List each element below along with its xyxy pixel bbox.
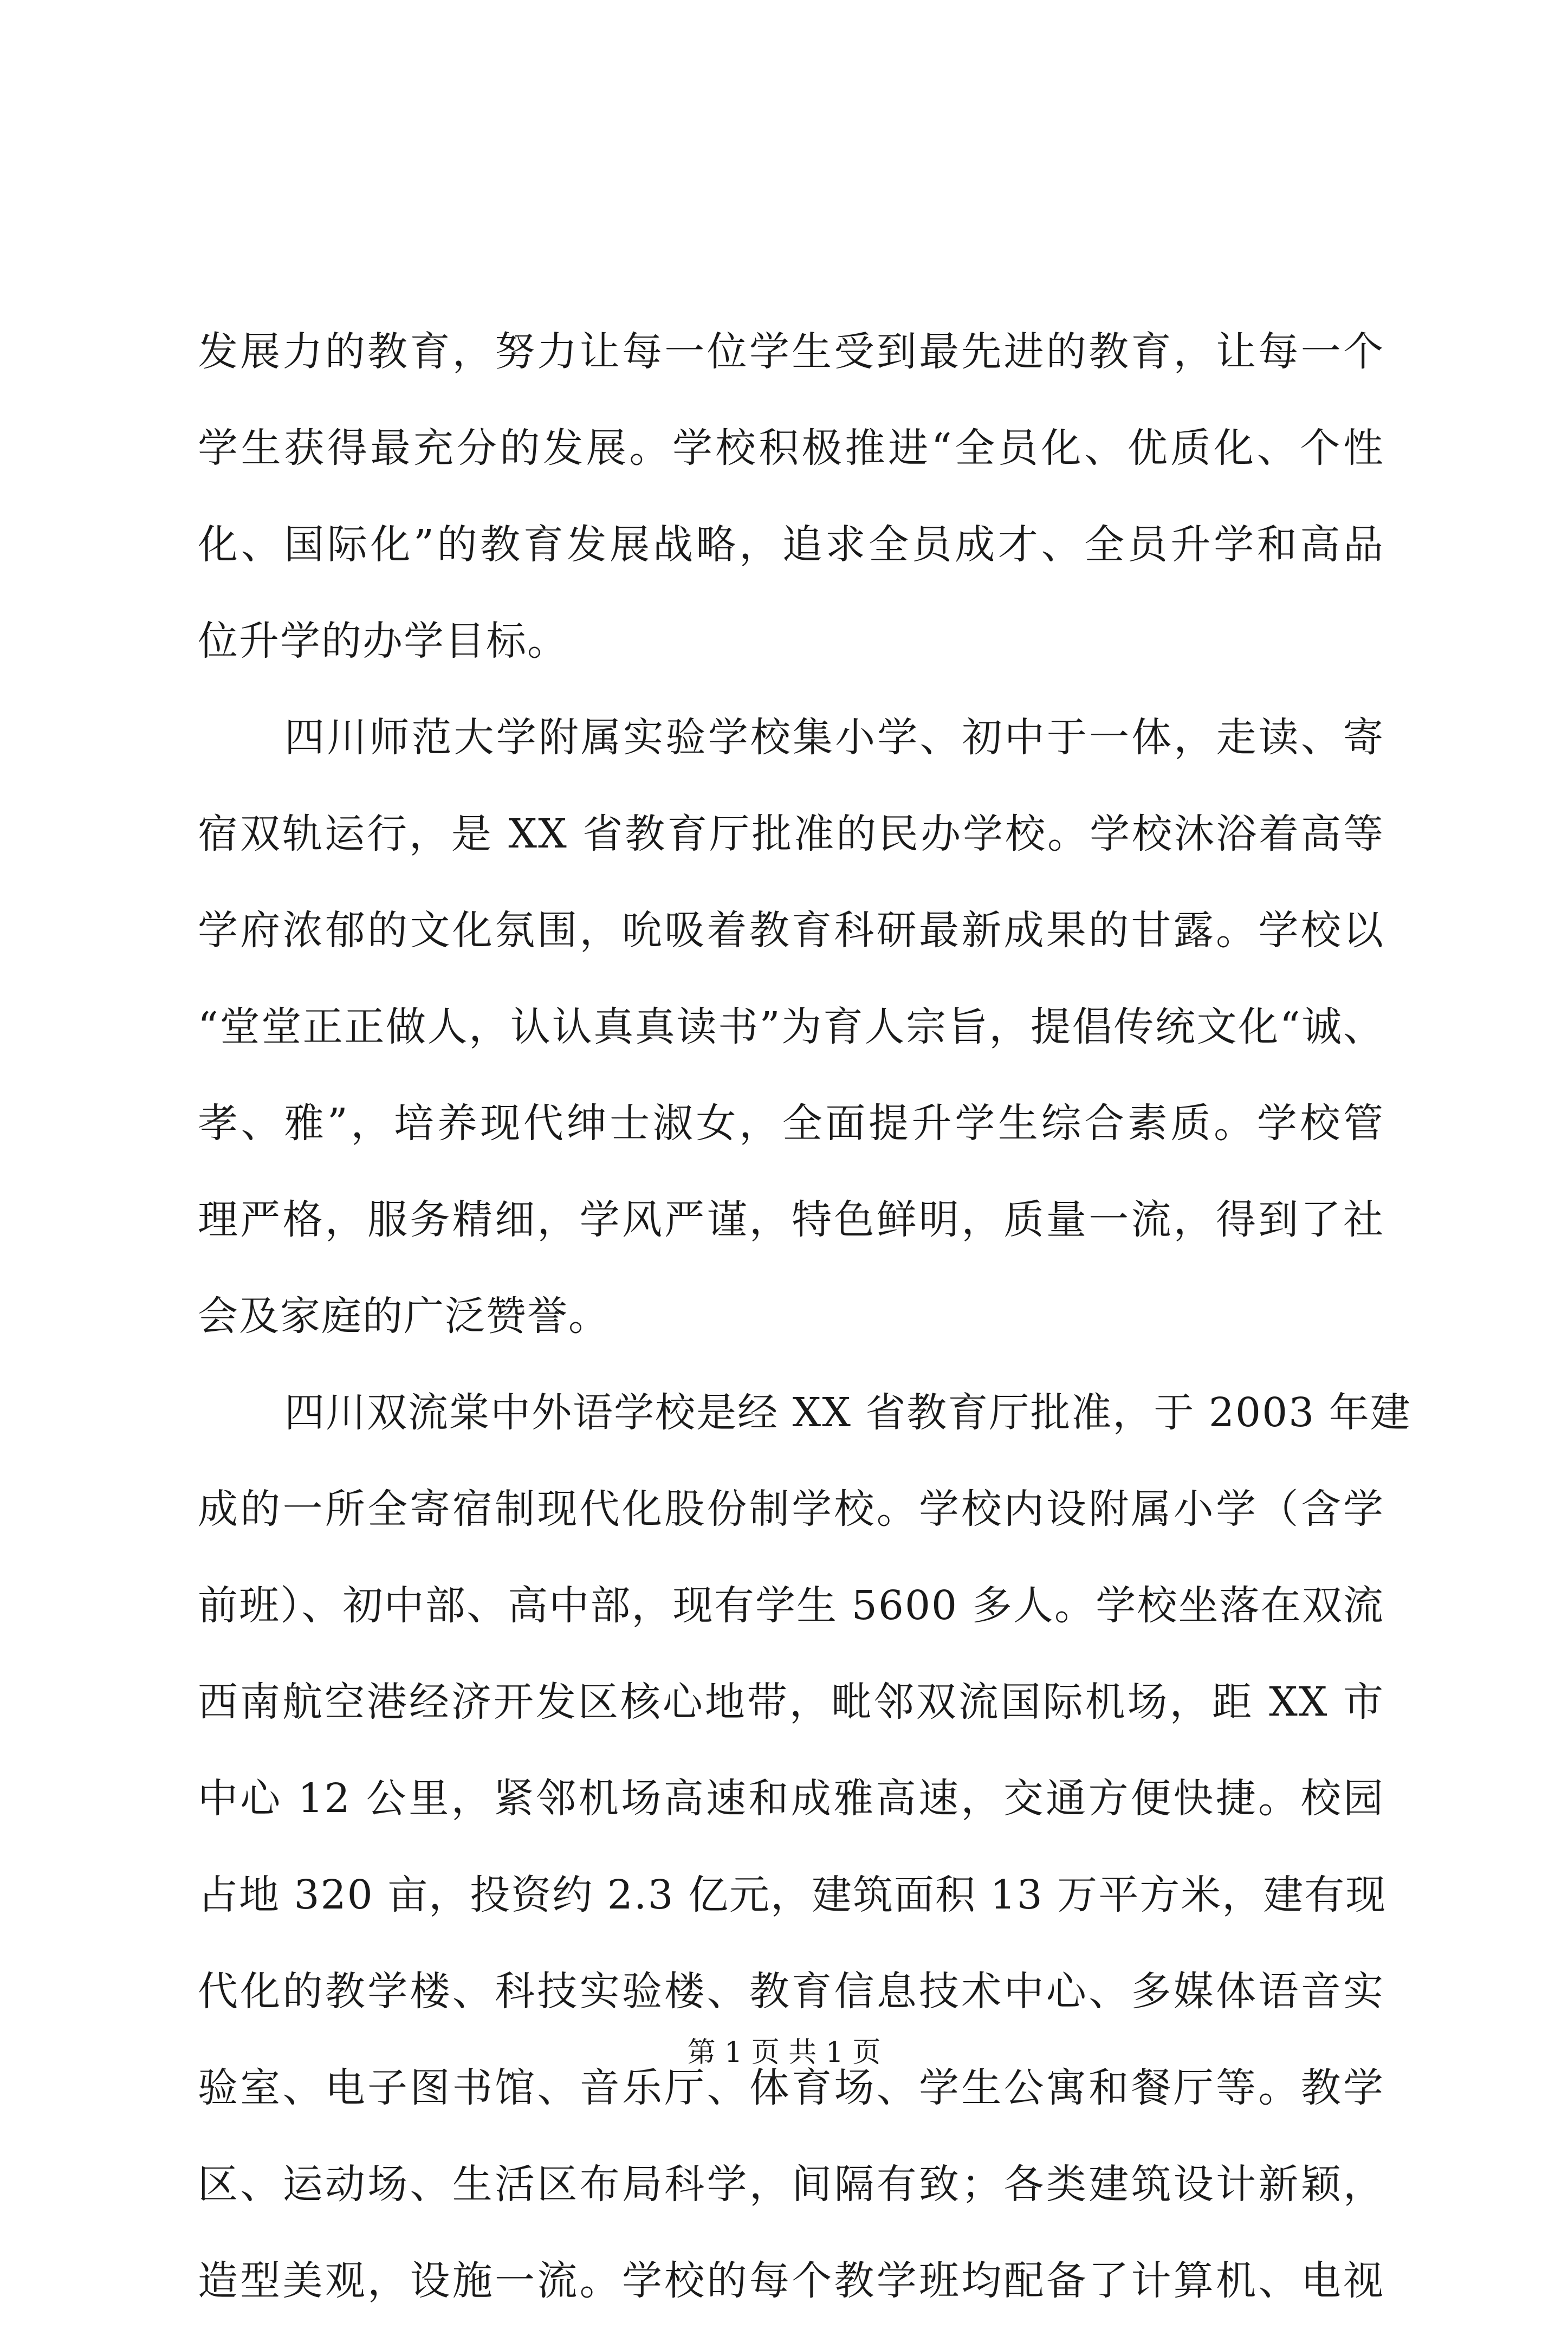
text-line: 占地 320 亩，投资约 2.3 亿元，建筑面积 13 万平方米，建有现 [198, 1872, 1387, 1918]
text-line: 四川师范大学附属实验学校集小学、初中于一体，走读、寄 [284, 714, 1384, 761]
page-footer: 第 1 页 共 1 页 [687, 2036, 881, 2069]
text-line: 理严格，服务精细，学风严谨，特色鲜明，质量一流，得到了社 [198, 1196, 1384, 1243]
text-line: 化、国际化”的教育发展战略，追求全员成才、全员升学和高品 [198, 521, 1384, 568]
text-line: 宿双轨运行，是 XX 省教育厅批准的民办学校。学校沐浴着高等 [198, 811, 1384, 857]
text-line: 会及家庭的广泛赞誉。 [198, 1293, 610, 1340]
document-body [198, 303, 1411, 2329]
text-line: 发展力的教育，努力让每一位学生受到最先进的教育，让每一个 [198, 328, 1384, 375]
text-line: 造型美观，设施一流。学校的每个教学班均配备了计算机、电视 [198, 2257, 1384, 2304]
text-line: 学生获得最充分的发展。学校积极推进“全员化、优质化、个性 [198, 425, 1384, 471]
text-line: 西南航空港经济开发区核心地带，毗邻双流国际机场，距 XX 市 [198, 1679, 1384, 1725]
text-line: 成的一所全寄宿制现代化股份制学校。学校内设附属小学（含学 [198, 1486, 1384, 1532]
text-line: 孝、雅”，培养现代绅士淑女，全面提升学生综合素质。学校管 [198, 1100, 1384, 1147]
text-line: “堂堂正正做人，认认真真读书”为育人宗旨，提倡传统文化“诚、 [198, 1004, 1384, 1050]
text-line: 学府浓郁的文化氛围，吮吸着教育科研最新成果的甘露。学校以 [198, 907, 1384, 954]
text-line: 验室、电子图书馆、音乐厅、体育场、学生公寓和餐厅等。教学 [198, 2065, 1384, 2111]
text-line: 四川双流棠中外语学校是经 XX 省教育厅批准，于 2003 年建 [284, 1389, 1411, 1436]
text-line: 代化的教学楼、科技实验楼、教育信息技术中心、多媒体语音实 [198, 1968, 1384, 2015]
text-line: 位升学的办学目标。 [198, 618, 568, 664]
text-line: 中心 12 公里，紧邻机场高速和成雅高速，交通方便快捷。校园 [198, 1775, 1384, 1822]
text-line: 前班）、初中部、高中部，现有学生 5600 多人。学校坐落在双流 [198, 1582, 1384, 1629]
text-line: 区、运动场、生活区布局科学，间隔有致；各类建筑设计新颖， [198, 2161, 1384, 2208]
